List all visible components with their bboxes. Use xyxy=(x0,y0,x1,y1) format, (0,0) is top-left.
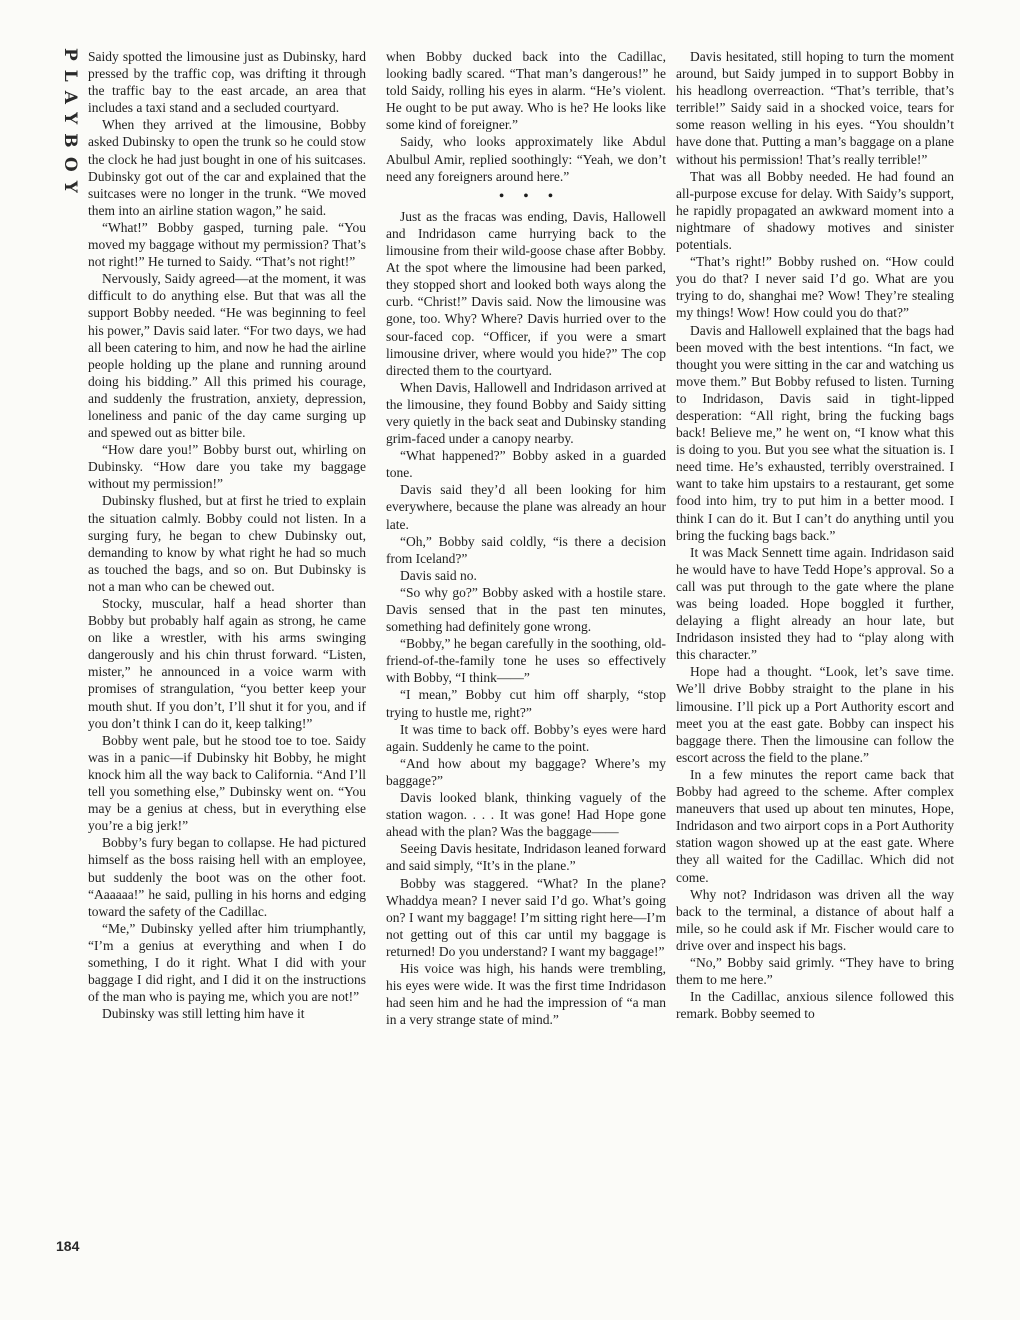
paragraph: That was all Bobby needed. He had found an all-purpose excuse for delay. With Saidy’s support, he rapidly propagated an awkward moment into a nightmare of shadowy motives and sinister potentials. xyxy=(676,168,954,253)
paragraph: Davis looked blank, thinking vaguely of the station wagon. . . . It was gone! Had Hope gone ahead with the plan? Was the baggage—— xyxy=(386,790,666,840)
paragraph: Bobby was staggered. “What? In the plane? Whaddya mean? I never said I’d go. What’s going on? I want my baggage! I’m sitting right here—I’m not getting out of this car until my baggage is returned! Do you understand? I want my baggage!” xyxy=(386,875,666,959)
paragraph: In the Cadillac, anxious silence followed this remark. Bobby seemed to xyxy=(676,989,954,1022)
text-column-3 xyxy=(676,48,954,1022)
paragraph: Why not? Indridason was driven all the way back to the terminal, a distance of about half a mile, so he could ask if Mr. Fischer would care to drive over and inspect his bags. xyxy=(676,886,954,953)
paragraph: It was Mack Sennett time again. Indridason said he would have to have Tedd Hope’s approval. So a call was put through to the gate where the plane was being loaded. Hope boggled it further, delaying a flight already an hour late, but Indridason insisted they had to “play along with this character.” xyxy=(676,544,954,663)
paragraph: When they arrived at the limousine, Bobby asked Dubinsky to open the trunk so he could stow the clock he had just bought in one of his suitcases. Dubinsky got out of the car and explained that the suitcases were no longer in the trunk. “We moved them into an airline station wagon,” he said. xyxy=(88,117,366,218)
paragraph: “Me,” Dubinsky yelled after him triumphantly, “I’m a genius at everything and when I do something, I do it right. What I did with your baggage I did right, and I did it on the instructions of the man who is paying me, which you are not!” xyxy=(88,920,366,1005)
paragraph: “Bobby,” he began carefully in the soothing, old-friend-of-the-family tone he uses so effectively with Bobby, “I think——” xyxy=(386,636,666,686)
paragraph: “What happened?” Bobby asked in a guarded tone. xyxy=(386,448,666,481)
paragraph: Seeing Davis hesitate, Indridason leaned forward and said simply, “It’s in the plane.” xyxy=(386,841,666,874)
paragraph: Bobby went pale, but he stood toe to toe. Saidy was in a panic—if Dubinsky hit Bobby, he might knock him all the way back to California. “And I’ll tell you something else,” Dubinsky went on. “You may be a genius at chess, but in everything else you’re a big jerk!” xyxy=(88,732,366,834)
paragraph: “And how about my baggage? Where’s my baggage?” xyxy=(386,755,666,788)
paragraph: Just as the fracas was ending, Davis, Hallowell and Indridason came hurrying back to the limousine from their wild-goose chase after Bobby. At the spot where the limousine had been parked, they stopped short and looked both ways along the curb. “Christ!” Davis said. Now the limousine was gone, too. Why? Where? Davis hurried over to the sour-faced cop. “Officer, if you were a smart limousine driver, where would you hide?” The cop directed them to the courtyard. xyxy=(386,208,666,378)
paragraph: When Davis, Hallowell and Indridason arrived at the limousine, they found Bobby and Saidy sitting very quietly in the back seat and Dubinsky standing grim-faced under a canopy nearby. xyxy=(386,379,666,447)
paragraph: when Bobby ducked back into the Cadillac, looking badly scared. “That man’s dangerous!” he told Saidy, rolling his eyes in alarm. “He’s violent. He ought to be put away. Who is he? He looks like some kind of foreigner.” xyxy=(386,49,666,133)
text-column-2 xyxy=(386,48,666,1028)
paragraph: “That’s right!” Bobby rushed on. “How could you do that? I never said I’d go. What are you trying to do, shanghai me? Wow! They’re stealing my things! Wow! How could you do that?” xyxy=(676,254,954,321)
paragraph: Davis hesitated, still hoping to turn the moment around, but Saidy jumped in to support Bobby in his headlong overreaction. “That’s terrible, that’s terrible!” Saidy said in a shocked voice, tears for some reason welling in his eyes. “You shouldn’t have done that. Putting a man’s baggage on a plane without his permission! That’s really terrible!” xyxy=(676,49,954,167)
paragraph: His voice was high, his hands were trembling, his eyes were wide. It was the first time Indridason had seen him and he had the impression of “a man in a very strange state of mind.” xyxy=(386,960,666,1028)
paragraph: Nervously, Saidy agreed—at the moment, it was difficult to do anything else. But that was all the support Bobby needed. “He was beginning to feel his power,” Davis said later. “For two days, we had all been catering to him, and now he had the airline people holding up the plane and running around doing his bidding.” All this primed his courage, and suddenly the frustration, anxiety, depression, loneliness and panic of the day came surging up and spewed out as bitter bile. xyxy=(88,271,366,441)
section-break: • • • xyxy=(499,188,561,204)
paragraph: Stocky, muscular, half a head shorter than Bobby but probably half again as strong, he came on like a wrestler, with his arms swinging dangerously and his chin thrust forward. “Listen, mister,” he announced in a voice warm with promises of strangulation, “you better keep your mouth shut. If you don’t, I’ll shut it for you, and if you don’t think I can do it, keep talking!” xyxy=(88,596,366,731)
paragraph: Hope had a thought. “Look, let’s save time. We’ll drive Bobby straight to the plane in his limousine. I’ll pick up a Port Authority escort and meet you at the east gate. Bobby can inspect his baggage there. Then the limousine can follow the escort across the field to the plane.” xyxy=(676,664,954,765)
paragraph: Davis said they’d all been looking for him everywhere, because the plane was already an hour late. xyxy=(386,482,666,532)
text-column-1 xyxy=(88,48,366,1022)
paragraph: Saidy spotted the limousine just as Dubinsky, hard pressed by the traffic cop, was drifting it through the traffic bay to the east arcade, an area that includes a taxi stand and a secluded courtyard. xyxy=(88,49,366,116)
paragraph: Davis said no. xyxy=(400,567,477,583)
paragraph: Dubinsky was still letting him have it xyxy=(102,1006,305,1022)
magazine-name-vertical: PLAYBOY xyxy=(60,48,80,202)
paragraph: Saidy, who looks approximately like Abdul Abulbul Amir, replied soothingly: “Yeah, we don’t need any foreigners around here.” xyxy=(386,134,666,184)
paragraph: Davis and Hallowell explained that the bags had been moved with the best intentions. “In fact, we thought you were sitting in the car and watching us move them.” But Bobby refused to listen. Turning to Indridason, Davis said in tight-lipped desperation: “All right, bring the fucking bags back! Believe me,” he went on, “I know what this is doing to you. But you see what the situation is. I need time. He’s exhausted, terribly overstrained. I want to take him upstairs to a restaurant, get some food into him, try to put him in a better mood. I think I can do it. But I can’t do anything until you bring the fucking bags back.” xyxy=(676,322,954,543)
paragraph: “What!” Bobby gasped, turning pale. “You moved my baggage without my permission? That’s not right!” He turned to Saidy. “That’s not right!” xyxy=(88,219,366,270)
paragraph: “So why go?” Bobby asked with a hostile stare. Davis sensed that in the past ten minutes, something had definitely gone wrong. xyxy=(386,584,666,635)
paragraph: “I mean,” Bobby cut him off sharply, “stop trying to hustle me, right?” xyxy=(386,687,666,720)
paragraph: “Oh,” Bobby said coldly, “is there a decision from Iceland?” xyxy=(386,533,666,566)
paragraph: Dubinsky flushed, but at first he tried to explain the situation calmly. Bobby could not listen. In a surging fury, he began to chew Dubinsky out, demanding to know by what right he had so much as touched the bags, and so on. But Dubinsky is not a man who can be chewed out. xyxy=(88,493,366,594)
paragraph: It was time to back off. Bobby’s eyes were hard again. Suddenly he came to the point. xyxy=(386,721,666,754)
paragraph: “How dare you!” Bobby burst out, whirling on Dubinsky. “How dare you take my baggage without my permission!” xyxy=(88,442,366,492)
paragraph: In a few minutes the report came back that Bobby had agreed to the scheme. After complex maneuvers that used up about ten minutes, Hope, Indridason and two airport cops in a Port Authority station wagon showed up at the east gate. Where they all waited for the Cadillac. Which did not come. xyxy=(676,766,954,885)
paragraph: “No,” Bobby said grimly. “They have to bring them to me here.” xyxy=(676,954,954,988)
paragraph: Bobby’s fury began to collapse. He had pictured himself as the boss raising hell with an employee, but suddenly the boot was on the other foot. “Aaaaaa!” he said, pulling in his horns and edging toward the safety of the Cadillac. xyxy=(88,835,366,919)
page-number: 184 xyxy=(56,1238,80,1254)
